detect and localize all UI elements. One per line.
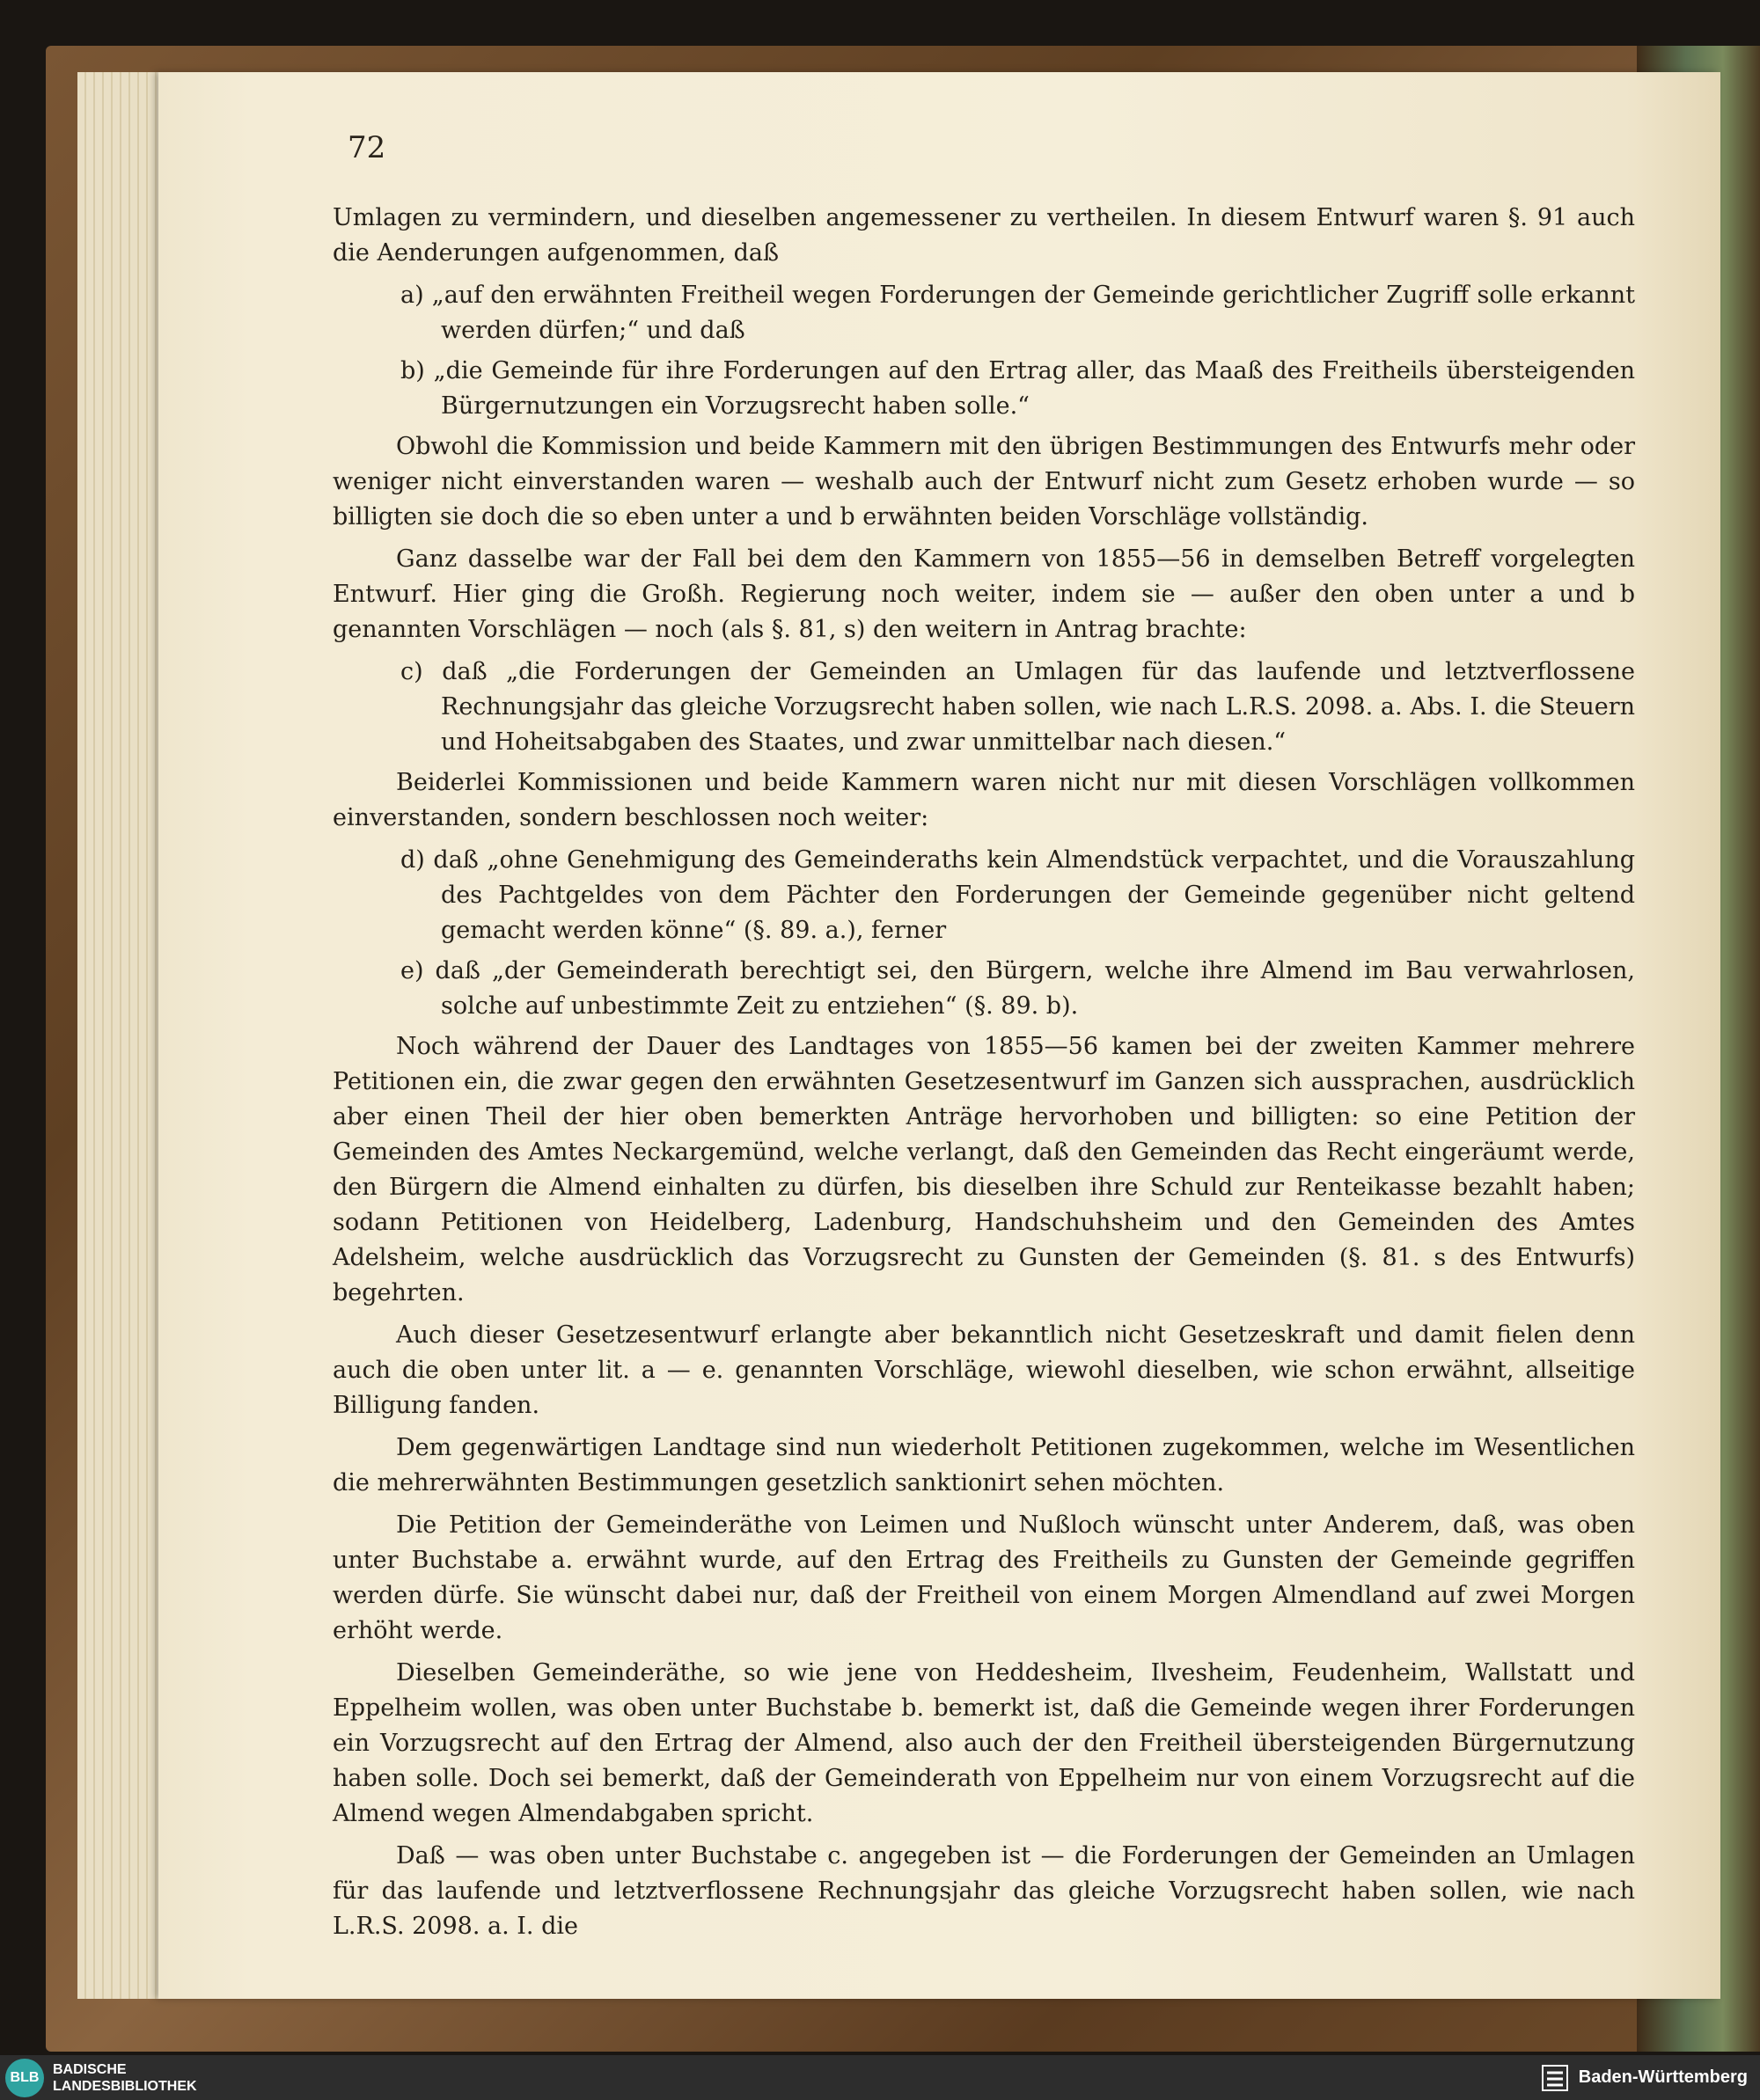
paragraph: Die Petition der Gemeinderäthe von Leimen und Nußloch wünscht unter Anderem, daß, was oben unter Buchstabe a. erwähnt wurde, auf den Ertrag des Freitheils zu Gunsten der Gemeinde gegriffen werden dürfe. Sie wünscht dabei nur, daß der Freitheil von einem Morgen Almendland auf zwei Morgen erhöht werde. bbox=[333, 1511, 1635, 1644]
list-item: e) daß „der Gemeinderath berechtigt sei, den Bürgern, welche ihre Almend im Bau verwahrlosen, solche auf unbestimmte Zeit zu entziehen“ (§. 89. b). bbox=[400, 957, 1635, 1020]
page-body-text bbox=[333, 201, 1635, 1951]
blb-name-line2: LANDESBIBLIOTHEK bbox=[53, 2078, 197, 2094]
paragraph: Auch dieser Gesetzesentwurf erlangte aber bekanntlich nicht Gesetzeskraft und damit fielen denn auch die oben unter lit. a — e. genannten Vorschläge, wiewohl dieselben, wie schon erwähnt, allseitige Billigung fanden. bbox=[333, 1321, 1635, 1419]
paragraph: Daß — was oben unter Buchstabe c. angegeben ist — die Forderungen der Gemeinden an Umlagen für das laufende und letztverflossene Rechnungsjahr das gleiche Vorzugsrecht haben sollen, wie nach L.R.S. 2098. a. I. die bbox=[333, 1842, 1635, 1940]
coat-of-arms-icon bbox=[1540, 2063, 1570, 2093]
page-number: 72 bbox=[348, 130, 386, 165]
blb-name-line1: BADISCHE bbox=[53, 2061, 127, 2077]
paragraph: Dem gegenwärtigen Landtage sind nun wiederholt Petitionen zugekommen, welche im Wesentlichen die mehrerwähnten Bestimmungen gesetzlich sanktionirt sehen möchten. bbox=[333, 1434, 1635, 1496]
paragraph: Dieselben Gemeinderäthe, so wie jene von Heddesheim, Ilvesheim, Feudenheim, Wallstatt und Eppelheim wollen, was oben unter Buchstabe b. bemerkt ist, daß die Gemeinde wegen ihrer Forderungen ein Vorzugsrecht auf den Ertrag der Almend, also auch der den Freitheil übersteigenden Bürgernutzung haben solle. Doch sei bemerkt, daß der Gemeinderath von Eppelheim nur von einem Vorzugsrecht auf die Almend wegen Almendabgaben spricht. bbox=[333, 1659, 1635, 1827]
list-item: b) „die Gemeinde für ihre Forderungen auf den Ertrag aller, das Maaß des Freitheils übersteigenden Bürgernutzungen ein Vorzugsrecht haben solle.“ bbox=[400, 357, 1635, 420]
page-stack-edge bbox=[77, 72, 165, 1999]
paragraph: Umlagen zu vermindern, und dieselben angemessener zu vertheilen. In diesem Entwurf waren §. 91 auch die Aenderungen aufgenommen, daß bbox=[333, 204, 1635, 267]
blb-branding[interactable] bbox=[0, 2059, 197, 2097]
bw-label: Baden-Württemberg bbox=[1578, 2067, 1748, 2087]
list-item: d) daß „ohne Genehmigung des Gemeinderaths kein Almendstück verpachtet, und die Vorauszahlung des Pachtgeldes von dem Pächter den Forderungen der Gemeinde gegenüber nicht geltend gemacht werden könne“ (§. 89. a.), ferner bbox=[400, 846, 1635, 944]
blb-logo: BLB bbox=[5, 2059, 44, 2097]
list-item: a) „auf den erwähnten Freitheil wegen Forderungen der Gemeinde gerichtlicher Zugriff solle erkannt werden dürfen;“ und daß bbox=[400, 282, 1635, 344]
paragraph: Obwohl die Kommission und beide Kammern mit den übrigen Bestimmungen des Entwurfs mehr oder weniger nicht einverstanden waren — weshalb auch der Entwurf nicht zum Gesetz erhoben wurde — so billigten sie doch die so eben unter a und b erwähnten beiden Vorschläge vollständig. bbox=[333, 433, 1635, 530]
paragraph: Noch während der Dauer des Landtages von 1855—56 kamen bei der zweiten Kammer mehrere Petitionen ein, die zwar gegen den erwähnten Gesetzesentwurf im Ganzen sich aussprachen, ausdrücklich aber einen Theil der hier oben bemerkten Anträge hervorhoben und billigten: so eine Petition der Gemeinden des Amtes Neckargemünd, welche verlangt, daß den Gemeinden das Recht eingeräumt werde, den Bürgern die Almend einhalten zu dürfen, bis dieselben ihre Schuld zur Renteikasse bezahlt haben; sodann Petitionen von Heidelberg, Ladenburg, Handschuhsheim und den Gemeinden des Amtes Adelsheim, welche ausdrücklich das Vorzugsrecht zu Gunsten der Gemeinden (§. 81. s des Entwurfs) begehrten. bbox=[333, 1033, 1635, 1306]
list-item: c) daß „die Forderungen der Gemeinden an Umlagen für das laufende und letztverflossene Rechnungsjahr das gleiche Vorzugsrecht haben sollen, wie nach L.R.S. 2098. a. Abs. I. die Steuern und Hoheitsabgaben des Staates, und zwar unmittelbar nach diesen.“ bbox=[400, 658, 1635, 756]
footer-bar bbox=[0, 2055, 1760, 2100]
bw-branding[interactable] bbox=[1540, 2063, 1760, 2093]
paragraph: Ganz dasselbe war der Fall bei dem den Kammern von 1855—56 in demselben Betreff vorgelegten Entwurf. Hier ging die Großh. Regierung noch weiter, indem sie — außer den oben unter a und b genannten Vorschlägen — noch (als §. 81, s) den weitern in Antrag brachte: bbox=[333, 545, 1635, 643]
blb-name bbox=[53, 2061, 197, 2095]
paragraph: Beiderlei Kommissionen und beide Kammern waren nicht nur mit diesen Vorschlägen vollkommen einverstanden, sondern beschlossen noch weiter: bbox=[333, 769, 1635, 831]
